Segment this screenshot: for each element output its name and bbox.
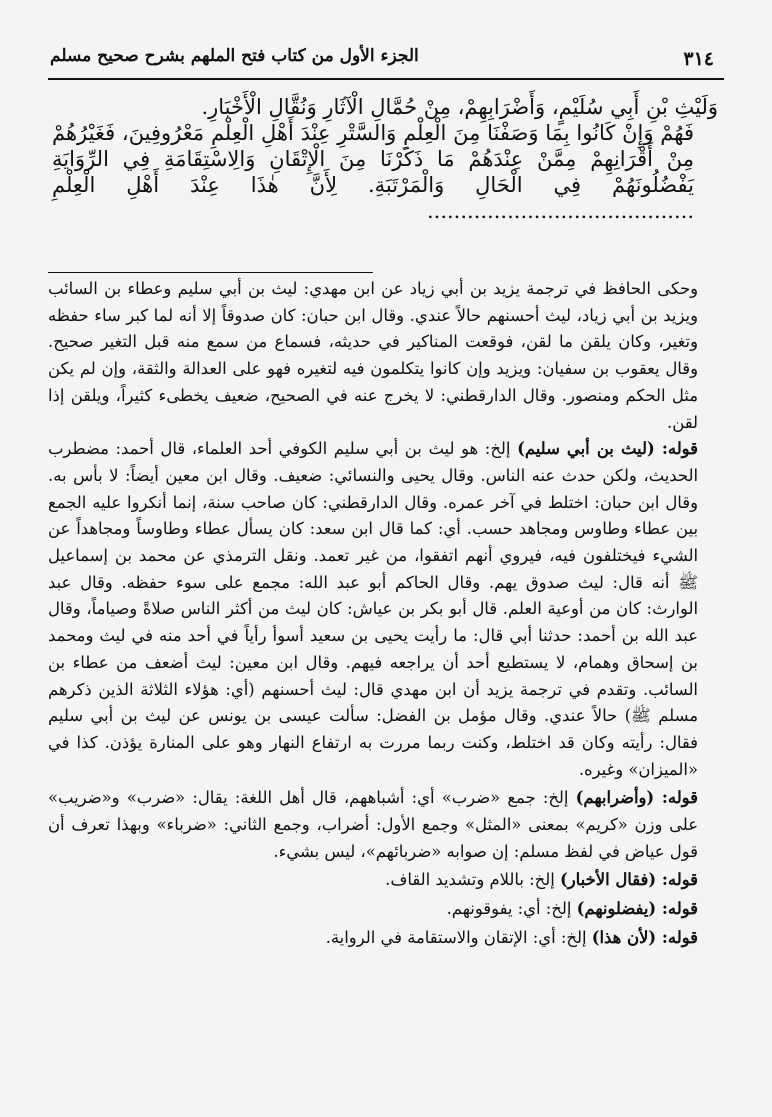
lemma-text: إلخ: باللام وتشديد القاف. (385, 870, 555, 890)
page-number: ٣١٤ (683, 48, 714, 70)
header-rule (48, 78, 724, 80)
lemma: قوله: (لأن هذا) (591, 927, 698, 947)
commentary-paragraph (48, 436, 722, 783)
lemma: قوله: (وأضرابهم) (575, 788, 698, 808)
running-header (50, 44, 720, 74)
short-notes (48, 785, 722, 951)
matn-line: وَلَيْثِ بْنِ أَبِي سُلَيْمٍ، وَأَضْرَابِهِمْ، مِنْ حُمَّالِ الْآثَارِ وَنُقَّالِ الْأَخْبَارِ. (201, 95, 718, 119)
lemma-text: إلخ: هو ليث بن أبي سليم الكوفي أحد العلماء، قال أحمد: مضطرب الحديث، ولكن حدث عنه الناس. وقال يحيى والنسائي: ضعيف. وقال ابن معين أيضاً: لا بأس به. وقال ابن حبان: اختلط في آخر عمره. وقال الدارقطني: كان صاحب سنة، إنما أنكروا عليه الجمع بين عطاء وطاوس ومجاهد حسب. أي: كما قال ابن سعد: كان يسأل عطاء وطاوساً ومجاهداً عن الشيء فيختلفون فيه، فيروي أنهم اتفقوا، من غير تعمد. ونقل الترمذي عن محمد بن إسماعيل ﷺ أنه قال: ليث صدوق يهم. وقال الحاكم أبو عبد الله: مجمع على سوء حفظه. وقال عبد الوارث: كان من أوعية العلم. قال أبو بكر بن عياش: كان ليث من أكثر الناس صلاةً وصياماً، وقال عبد الله بن أحمد: حدثنا أبي قال: ما رأيت يحيى بن سعيد أسوأ رأياً في أحد منه في ليث ومحمد بن إسحاق وهمام، لا يستطيع أحد أن يراجعه فيهم. وقال ابن معين: ليث أضعف من عطاء بن السائب. وتقدم في ترجمة يزيد أن ابن مهدي قال: ليث أحسنهم (أي: هؤلاء الثلاثة الذين ذكرهم مسلم ﷺ) حالاً عندي. وقال مؤمل بن الفضل: سألت عيسى بن يونس عن ليث بن أبي سليم فقال: رأيته وكان قد اختلط، وكنت ربما مررت به ارتفاع النهار وهو على المنارة يؤذن. كذا في «الميزان» وغيره. (48, 439, 698, 779)
main-text (52, 94, 718, 224)
footnote-separator (48, 272, 373, 273)
commentary (48, 276, 722, 954)
commentary-paragraph (48, 925, 722, 952)
commentary-paragraph (48, 785, 722, 865)
commentary-paragraph: وحكى الحافظ في ترجمة يزيد بن أبي زياد عن ابن مهدي: ليث بن أبي سليم وعطاء بن السائب ويزيد بن أبي زياد، ليث أحسنهم حالاً عندي. وقال ابن حبان: كان صدوقاً إلا أنه لما كبر ساء حفظه وتغير، وكان يلقن ما لقن، فوقعت المناكير في حديثه، فسماع من سمع منه قبل التغير صحيح. وقال يعقوب بن سفيان: ويزيد وإن كانوا يتكلمون فيه لتغيره فهو على العدالة والثقة، وإن لم يكن مثل الحكم ومنصور. وقال الدارقطني: لا يخرج عنه في الصحيح، ضعيف يخطىء كثيراً، ويلقن إذا لقن. (48, 279, 698, 432)
matn-paragraph: فَهُمْ وَإِنْ كَانُوا بِمَا وَصَفْنَا مِنَ الْعِلْمِ وَالسَّتْرِ عِنْدَ أَهْلِ الْعِلْمِ مَعْرُوفِينَ، فَغَيْرُهُمْ مِنْ أَقْرَانِهِمْ مِمَّنْ عِنْدَهُمْ مَا ذَكَرْنَا مِنَ الْإِتْقَانِ وَالِاسْتِقَامَةِ فِي الرِّوَايَةِ يَفْضُلُونَهُمْ فِي الْحَالِ وَالْمَرْتَبَةِ. لِأَنَّ هٰذَا عِنْدَ أَهْلِ الْعِلْمِ ........................................ (52, 121, 694, 223)
lemma-text: إلخ: أي: الإتقان والاستقامة في الرواية. (325, 927, 587, 947)
lemma-text: إلخ: أي: يفوقونهم. (446, 899, 572, 919)
lemma: قوله: (ليث بن أبي سليم) (517, 439, 698, 459)
lemma: قوله: (يفضلونهم) (576, 899, 698, 919)
commentary-paragraph (48, 867, 722, 894)
book-title: الجزء الأول من كتاب فتح الملهم بشرح صحيح مسلم (50, 46, 419, 66)
commentary-paragraph (48, 896, 722, 923)
lemma-text: إلخ: جمع «ضرب» أي: أشباههم، قال أهل اللغة: يقال: «ضرب» و«ضريب» على وزن «كريم» بمعنى «المثل» وجمع الأول: أضراب، وجمع الثاني: «ضرباء» وبهذا تعرف أن قول عياض في لفظ مسلم: إن صوابه «ضربائهم»، ليس بشيء. (48, 788, 698, 861)
lemma: قوله: (فقال الأخبار) (560, 870, 698, 890)
